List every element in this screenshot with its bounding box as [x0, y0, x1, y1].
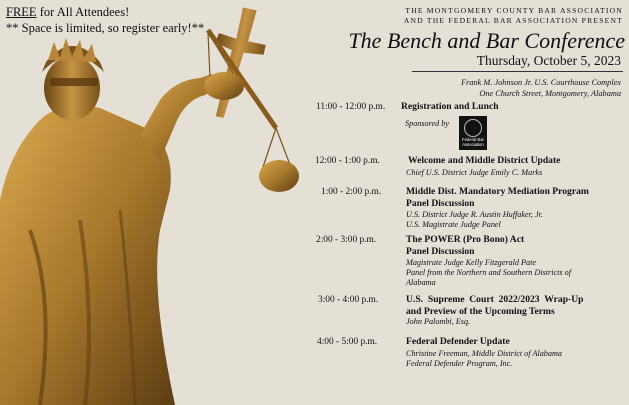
schedule-presenter: Chief U.S. District Judge Emily C. Marks: [406, 168, 543, 177]
schedule-item: [300, 294, 625, 330]
schedule-title: Middle Dist. Mandatory Mediation Program: [406, 186, 589, 197]
sponsor-logo-text: Federal Bar Association: [462, 137, 484, 147]
schedule-presenter: John Palombi, Esq.: [406, 317, 471, 326]
schedule-title-line-2: Panel Discussion: [406, 198, 475, 209]
presenters: [323, 6, 623, 25]
venue-line-1: Frank M. Johnson Jr. U.S. Courthouse Complex: [461, 78, 621, 87]
schedule-presenter-line-3: Alabama: [406, 278, 436, 287]
presenters-line-1: THE MONTGOMERY COUNTY BAR ASSOCIATION: [405, 6, 623, 15]
schedule-time: 3:00 - 4:00 p.m.: [318, 295, 379, 305]
schedule-item: [300, 336, 625, 372]
schedule-presenter-line-2: U.S. Magistrate Judge Panel: [406, 220, 501, 229]
schedule-title: U.S. Supreme Court 2022/2023 Wrap-Up: [406, 294, 584, 305]
free-label: FREE: [6, 5, 37, 19]
schedule-presenter-line-2: Panel from the Northern and Southern Districts of: [406, 268, 572, 277]
space-limited-notice: ** Space is limited, so register early!**: [6, 21, 205, 35]
schedule-presenter: U.S. District Judge R. Austin Huffaker, Jr.: [406, 210, 543, 219]
schedule-time: 11:00 - 12:00 p.m.: [316, 102, 386, 112]
sponsor-label: Sponsored by: [405, 119, 450, 128]
schedule-time: 12:00 - 1:00 p.m.: [315, 156, 380, 166]
free-notice: [6, 4, 129, 20]
conference-title: The Bench and Bar Conference: [348, 28, 625, 53]
schedule-item: [300, 234, 625, 290]
presenters-line-2: AND THE FEDERAL BAR ASSOCIATION PRESENT: [403, 15, 623, 25]
schedule-presenter-line-2: Federal Defender Program, Inc.: [406, 359, 513, 368]
venue: [371, 78, 621, 99]
schedule-title: Welcome and Middle District Update: [408, 155, 561, 166]
schedule-title: The POWER (Pro Bono) Act: [406, 234, 525, 245]
venue-line-2: One Church Street, Montgomery, Alabama: [479, 88, 621, 98]
schedule-item: [300, 186, 625, 234]
schedule-title: Registration and Lunch: [401, 101, 499, 112]
date-underline: [412, 71, 623, 72]
schedule-time: 2:00 - 3:00 p.m.: [316, 235, 377, 245]
schedule-title: Federal Defender Update: [406, 336, 510, 347]
conference-date: Thursday, October 5, 2023: [476, 53, 621, 68]
schedule-presenter: Christine Freeman, Middle District of Alabama: [406, 349, 563, 358]
schedule-presenter: Magistrate Judge Kelly Fitzgerald Pate: [406, 258, 537, 267]
seal-icon: [464, 119, 482, 137]
schedule-time: 4:00 - 5:00 p.m.: [317, 337, 378, 347]
free-rest: for All Attendees!: [36, 5, 130, 19]
schedule-time: 1:00 - 2:00 p.m.: [321, 187, 382, 197]
schedule-item: [300, 101, 625, 161]
schedule-item: [300, 155, 625, 183]
federal-bar-association-logo-icon: [459, 116, 487, 150]
schedule-title-line-2: Panel Discussion: [406, 246, 475, 257]
schedule-title-line-2: and Preview of the Upcoming Terms: [406, 306, 555, 317]
